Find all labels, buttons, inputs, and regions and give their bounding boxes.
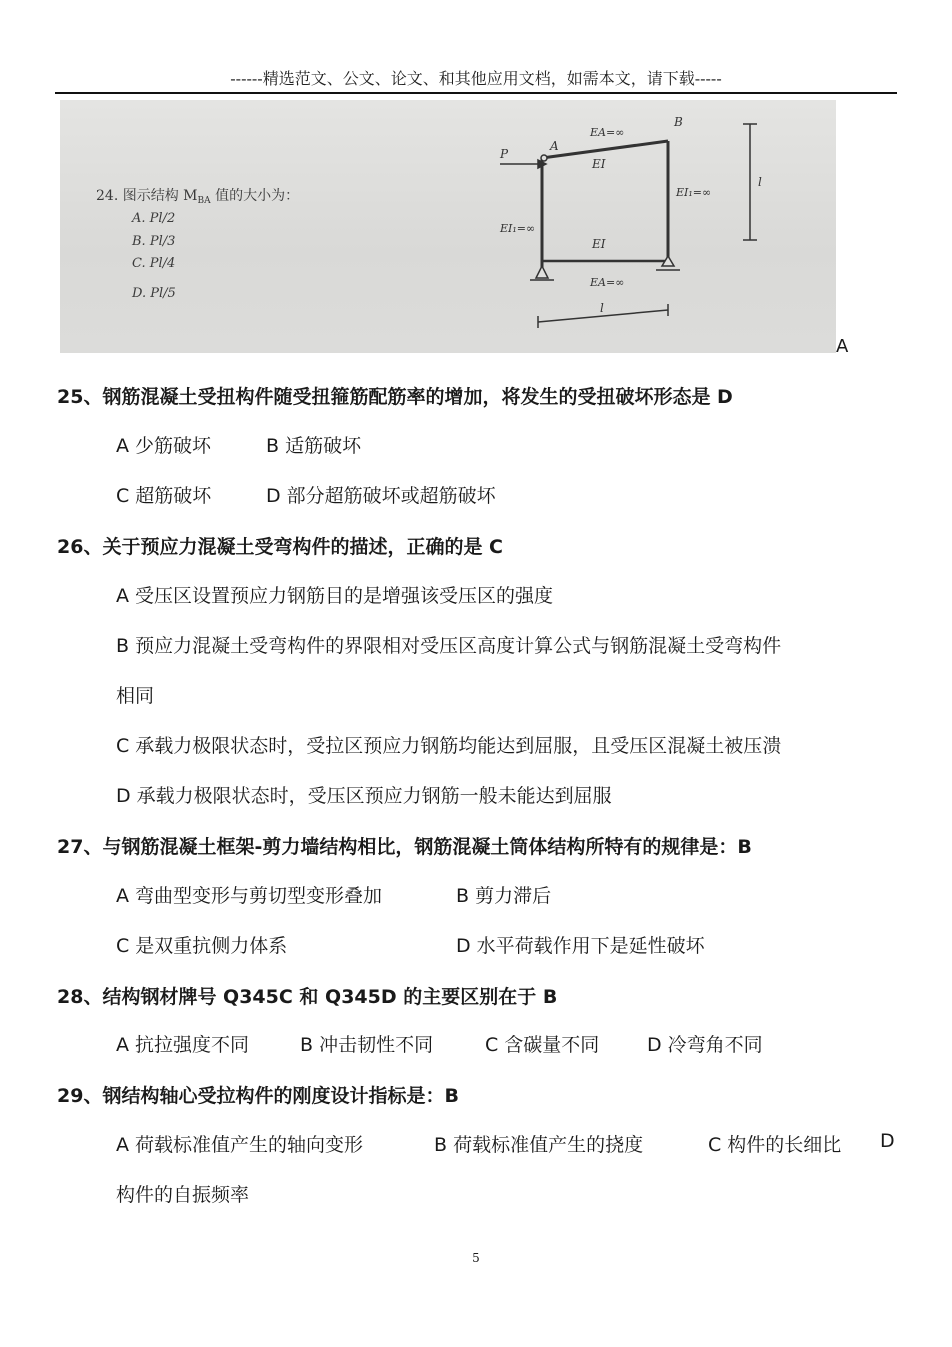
q25-option-b: B 适筋破坏	[266, 435, 362, 457]
label-ei-bottom: EI	[592, 237, 606, 251]
question-25-title: 25、钢筋混凝土受扭构件随受扭箍筋配筋率的增加，将发生的受扭破坏形态是 D	[57, 386, 733, 408]
q26-option-d: D 承载力极限状态时，受压区预应力钢筋一般未能达到屈服	[116, 785, 612, 807]
q26-option-b-cont: 相同	[116, 685, 155, 707]
q28-option-b: B 冲击韧性不同	[300, 1034, 434, 1056]
q25-option-a: A 少筋破坏	[116, 435, 212, 457]
label-ei1-right: EI₁=∞	[676, 186, 712, 199]
q29-option-b: B 荷载标准值产生的挠度	[434, 1134, 644, 1156]
page-number: 5	[472, 1251, 480, 1265]
label-l-height: l	[758, 175, 762, 189]
q29-option-a: A 荷载标准值产生的轴向变形	[116, 1134, 364, 1156]
q24-title: 24. 图示结构 $M_{BA}$ 值的大小为：	[96, 188, 300, 206]
q26-option-c: C 承载力极限状态时，受拉区预应力钢筋均能达到屈服，且受压区混凝土被压溃	[116, 735, 782, 757]
label-ea-top: EA=∞	[590, 126, 625, 139]
q27-option-b: B 剪力滞后	[456, 885, 552, 907]
q24-option-b: B. Pl/3	[132, 234, 176, 249]
q29-option-c: C 构件的长细比	[708, 1134, 842, 1156]
q27-option-c: C 是双重抗侧力体系	[116, 935, 288, 957]
structure-diagram	[60, 100, 836, 353]
q25-option-c: C 超筋破坏	[116, 485, 212, 507]
label-b: B	[674, 115, 683, 129]
q28-option-c: C 含碳量不同	[485, 1034, 600, 1056]
label-l-width: l	[600, 301, 604, 315]
support-left-icon	[536, 266, 548, 278]
question-24-scan	[60, 100, 836, 353]
label-ei1-left: EI₁=∞	[500, 222, 536, 235]
question-27-title: 27、与钢筋混凝土框架-剪力墙结构相比，钢筋混凝土筒体结构所特有的规律是：B	[57, 836, 752, 858]
header-rule	[55, 92, 897, 94]
q25-option-d: D 部分超筋破坏或超筋破坏	[266, 485, 496, 507]
label-ei-top: EI	[592, 157, 606, 171]
q28-option-a: A 抗拉强度不同	[116, 1034, 250, 1056]
label-p: P	[500, 147, 509, 161]
q24-option-d: D. Pl/5	[132, 286, 176, 301]
q24-option-c: C. Pl/4	[132, 256, 176, 271]
label-a: A	[550, 139, 559, 153]
hinge-a-icon	[541, 155, 547, 161]
q27-option-d: D 水平荷载作用下是延性破坏	[456, 935, 705, 957]
question-26-title: 26、关于预应力混凝土受弯构件的描述，正确的是 C	[57, 536, 504, 558]
question-29-title: 29、钢结构轴心受拉构件的刚度设计指标是：B	[57, 1085, 459, 1107]
q27-option-a: A 弯曲型变形与剪切型变形叠加	[116, 885, 383, 907]
q28-option-d: D 冷弯角不同	[647, 1034, 763, 1056]
frame-top-beam	[542, 141, 668, 158]
q26-option-a: A 受压区设置预应力钢筋目的是增强该受压区的强度	[116, 585, 554, 607]
label-ea-bottom: EA=∞	[590, 276, 625, 289]
page-header: ------精选范文、公文、论文、和其他应用文档，如需本文，请下载-----	[230, 69, 722, 88]
q24-option-a: A. Pl/2	[132, 211, 176, 226]
q24-answer: A	[836, 336, 849, 357]
question-28-title: 28、结构钢材牌号 Q345C 和 Q345D 的主要区别在于 B	[57, 986, 558, 1008]
q26-option-b: B 预应力混凝土受弯构件的界限相对受压区高度计算公式与钢筋混凝土受弯构件	[116, 635, 782, 657]
q29-option-d-label: D	[880, 1130, 895, 1152]
q29-option-d: 构件的自振频率	[116, 1184, 250, 1206]
